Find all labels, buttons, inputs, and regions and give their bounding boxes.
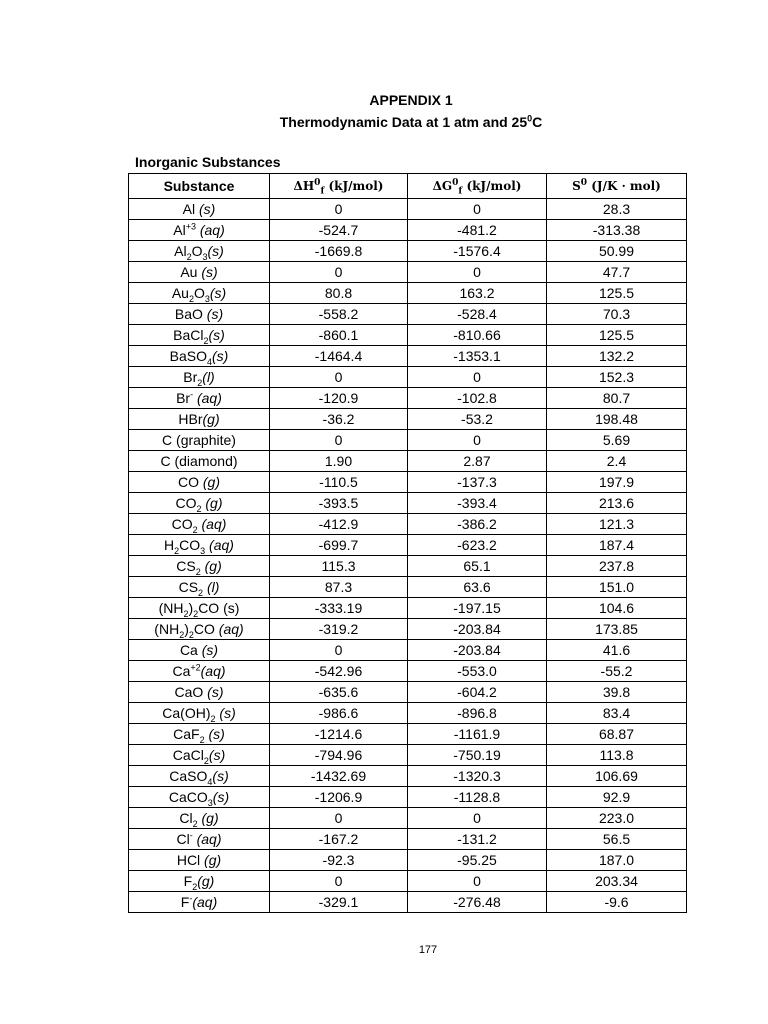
phase-label: (aq) [195,222,225,238]
gibbs-cell: -553.0 [408,661,547,682]
enthalpy-cell: -1214.6 [270,724,408,745]
table-row [129,472,687,493]
enthalpy-cell: -558.2 [270,304,408,325]
entropy-cell: 125.5 [547,283,687,304]
phase-label: (s) [204,726,225,742]
entropy-cell: 80.7 [547,388,687,409]
formula-text: CaSO [169,768,208,784]
document-subtitle [0,114,768,130]
formula-text: (NH [158,600,184,616]
page-number: 177 [418,944,438,956]
header-substance: Substance [129,174,270,199]
formula-text: HBr [178,411,203,427]
phase-label: (s) [208,747,226,763]
phase-label: (g) [199,474,220,490]
gibbs-cell: -131.2 [408,829,547,850]
substance-cell [129,892,270,913]
enthalpy-cell: 0 [270,199,408,220]
formula-sub: 2 [203,755,209,766]
substance-cell [129,451,270,472]
substance-cell [129,724,270,745]
formula-text: BaSO [169,348,207,364]
gibbs-cell: -1320.3 [408,766,547,787]
header-enthalpy [270,174,408,199]
formula-sup: +2 [190,662,201,673]
formula-text: Al [174,243,187,259]
entropy-cell: 2.4 [547,451,687,472]
formula-sub: 2 [192,881,198,892]
entropy-cell: -55.2 [547,661,687,682]
formula-text: H [164,537,175,553]
entropy-sup: 0 [580,178,588,188]
phase-label: (aq) [192,831,222,847]
gibbs-cell: 63.6 [408,577,547,598]
phase-label: (s) [203,684,224,700]
gibbs-cell: -203.84 [408,640,547,661]
enthalpy-cell: -524.7 [270,220,408,241]
formula-sup: - [189,830,193,841]
substance-cell [129,682,270,703]
formula-text: CaCl [172,747,204,763]
formula-sub: 4 [207,776,213,787]
enthalpy-cell: 0 [270,808,408,829]
gibbs-cell: -95.25 [408,850,547,871]
substance-cell [129,598,270,619]
formula-text: CO [179,537,201,553]
entropy-cell: 5.69 [547,430,687,451]
substance-cell [129,829,270,850]
substance-cell [129,535,270,556]
substance-cell [129,766,270,787]
phase-label: (s) [209,285,227,301]
table-body [129,199,687,913]
gibbs-cell: -203.84 [408,619,547,640]
enthalpy-cell: -329.1 [270,892,408,913]
enthalpy-cell: -986.6 [270,703,408,724]
formula-text: BaO [174,306,203,322]
phase-label: (aq) [192,894,218,910]
enthalpy-cell: 115.3 [270,556,408,577]
formula-text: Au [171,285,189,301]
enthalpy-cell: -120.9 [270,388,408,409]
header-gibbs [408,174,547,199]
entropy-cell: 223.0 [547,808,687,829]
entropy-cell: 125.5 [547,325,687,346]
enthalpy-cell: 0 [270,430,408,451]
gibbs-unit: (kJ/mol) [462,179,522,193]
gibbs-cell: 65.1 [408,556,547,577]
formula-sub: 2 [199,734,205,745]
gibbs-cell: -102.8 [408,388,547,409]
formula-sub: 3 [202,251,208,262]
table-row [129,640,687,661]
entropy-cell: 187.0 [547,850,687,871]
entropy-cell: 56.5 [547,829,687,850]
entropy-unit: (J/K · mol) [587,179,661,193]
enthalpy-cell: -167.2 [270,829,408,850]
substance-cell [129,388,270,409]
formula-sup: +3 [185,221,196,232]
table-row [129,745,687,766]
table-row [129,808,687,829]
entropy-cell: 47.7 [547,262,687,283]
substance-cell [129,514,270,535]
formula-text: Ca(OH) [162,705,211,721]
enthalpy-cell: 0 [270,262,408,283]
substance-cell [129,283,270,304]
enthalpy-symbol: ΔH [293,179,315,193]
substance-cell [129,808,270,829]
gibbs-sub: f [458,186,463,197]
table-row [129,220,687,241]
phase-label: (s) [212,789,230,805]
substance-cell [129,262,270,283]
phase-label: (g) [200,558,222,574]
table-row [129,325,687,346]
gibbs-cell: -1576.4 [408,241,547,262]
enthalpy-cell: 80.8 [270,283,408,304]
table-row [129,661,687,682]
formula-sub: 2 [192,524,198,535]
entropy-cell: 121.3 [547,514,687,535]
enthalpy-cell: -635.6 [270,682,408,703]
substance-cell [129,661,270,682]
entropy-cell: 92.9 [547,787,687,808]
formula-sub: 2 [196,503,202,514]
entropy-cell: 50.99 [547,241,687,262]
table-row [129,346,687,367]
formula-sub: 2 [183,608,189,619]
table-row [129,682,687,703]
entropy-cell: 173.85 [547,619,687,640]
thermo-data-table [128,173,687,913]
formula-text: BaCl [173,327,204,343]
substance-cell [129,367,270,388]
phase-label: (s) [212,768,229,784]
substance-cell [129,619,270,640]
formula-text: C (graphite) [162,432,236,448]
gibbs-cell: 0 [408,199,547,220]
phase-label: (g) [202,411,220,427]
entropy-cell: 28.3 [547,199,687,220]
substance-cell [129,472,270,493]
enthalpy-cell: 87.3 [270,577,408,598]
formula-text: (NH [154,621,180,637]
formula-text: CS [176,558,196,574]
header-entropy [547,174,687,199]
substance-cell [129,745,270,766]
phase-label: (s) [197,642,219,658]
table-row [129,787,687,808]
formula-sub: 2 [210,713,216,724]
formula-text: CS [178,579,199,595]
formula-text: Cl [176,831,190,847]
gibbs-scripts [452,178,463,197]
table-row [129,199,687,220]
entropy-cell: 187.4 [547,535,687,556]
gibbs-cell: 0 [408,430,547,451]
gibbs-cell: -481.2 [408,220,547,241]
formula-sub: 2 [195,566,201,577]
entropy-cell: -9.6 [547,892,687,913]
table-header-row [129,174,687,199]
enthalpy-cell: 0 [270,871,408,892]
substance-cell [129,703,270,724]
enthalpy-cell: -699.7 [270,535,408,556]
enthalpy-cell: -333.19 [270,598,408,619]
gibbs-cell: -276.48 [408,892,547,913]
phase-label: (aq) [205,537,234,553]
table-row [129,535,687,556]
formula-text: Al [173,222,186,238]
subtitle-degree-sup: 0 [527,113,533,124]
gibbs-cell: -604.2 [408,682,547,703]
substance-cell [129,325,270,346]
enthalpy-cell: -36.2 [270,409,408,430]
table-row [129,619,687,640]
subtitle-text: Thermodynamic Data at 1 atm and 25 [279,114,528,130]
appendix-title: APPENDIX 1 [369,92,453,108]
enthalpy-scripts [314,178,325,197]
formula-sub: 4 [207,356,213,367]
phase-label: (s) [207,243,224,259]
table-row [129,556,687,577]
table-row [129,430,687,451]
formula-text: F [180,894,190,910]
enthalpy-cell: -794.96 [270,745,408,766]
entropy-cell: 132.2 [547,346,687,367]
table-row [129,598,687,619]
formula-text: F [183,873,193,889]
entropy-cell: -313.38 [547,220,687,241]
gibbs-cell: 0 [408,262,547,283]
formula-text: HCl [176,852,201,868]
gibbs-cell: -53.2 [408,409,547,430]
formula-sub: 2 [188,629,194,640]
enthalpy-cell: -860.1 [270,325,408,346]
substance-cell [129,304,270,325]
gibbs-cell: 0 [408,367,547,388]
entropy-cell: 152.3 [547,367,687,388]
table-row [129,409,687,430]
entropy-cell: 106.69 [547,766,687,787]
enthalpy-cell: -1464.4 [270,346,408,367]
formula-sub: 3 [207,797,213,808]
table-row [129,493,687,514]
phase-label: (s) [195,201,216,217]
phase-label: (s) [215,705,236,721]
table-row [129,829,687,850]
phase-label: (g) [200,852,222,868]
entropy-cell: 213.6 [547,493,687,514]
formula-text: C (diamond) [160,453,238,469]
phase-label: (g) [201,495,223,511]
formula-text: CO [193,621,215,637]
gibbs-sup: 0 [452,178,459,188]
formula-sub: 2 [203,335,209,346]
formula-text: CO [171,516,193,532]
enthalpy-cell: -92.3 [270,850,408,871]
gibbs-cell: -896.8 [408,703,547,724]
gibbs-symbol: ΔG [432,179,453,193]
table-row [129,241,687,262]
phase-label: (l) [202,369,215,385]
substance-cell [129,220,270,241]
gibbs-cell: -528.4 [408,304,547,325]
table-row [129,367,687,388]
formula-text: CO [178,474,199,490]
formula-sub: 2 [193,608,199,619]
substance-cell [129,556,270,577]
formula-sub: 2 [188,293,194,304]
enthalpy-cell: -393.5 [270,493,408,514]
table-row [129,703,687,724]
phase-label: (l) [203,579,220,595]
substance-cell [129,577,270,598]
table-row [129,262,687,283]
formula-text: Br [183,369,198,385]
formula-text: Ca [179,642,198,658]
enthalpy-cell: 0 [270,640,408,661]
gibbs-cell: 163.2 [408,283,547,304]
formula-text: CO [175,495,197,511]
formula-text: ) [188,600,194,616]
gibbs-cell: -1161.9 [408,724,547,745]
formula-text: CaO [174,684,204,700]
substance-cell [129,787,270,808]
entropy-cell: 151.0 [547,577,687,598]
entropy-symbol: S [572,179,581,193]
entropy-cell: 41.6 [547,640,687,661]
formula-text: O [193,285,205,301]
enthalpy-cell: 1.90 [270,451,408,472]
substance-cell [129,850,270,871]
substance-cell [129,493,270,514]
enthalpy-cell: 0 [270,367,408,388]
entropy-cell: 68.87 [547,724,687,745]
formula-text: Br [176,390,191,406]
gibbs-cell: -393.4 [408,493,547,514]
gibbs-cell: -1128.8 [408,787,547,808]
table-row [129,577,687,598]
formula-sup: - [190,389,194,400]
phase-label: (aq) [193,390,222,406]
substance-cell [129,871,270,892]
gibbs-cell: -197.15 [408,598,547,619]
enthalpy-cell: -1206.9 [270,787,408,808]
formula-sup: - [189,893,193,904]
substance-cell [129,409,270,430]
entropy-cell: 104.6 [547,598,687,619]
phase-label: (s) [208,327,225,343]
formula-sub: 3 [200,545,206,556]
formula-text: CaF [173,726,200,742]
phase-label: (aq) [197,516,227,532]
subtitle-unit: C [532,114,543,130]
entropy-cell: 83.4 [547,703,687,724]
enthalpy-cell: -1669.8 [270,241,408,262]
formula-sub: 2 [192,818,198,829]
table-row [129,514,687,535]
gibbs-cell: -1353.1 [408,346,547,367]
substance-cell [129,430,270,451]
gibbs-cell: 2.87 [408,451,547,472]
phase-label: (aq) [214,621,244,637]
enthalpy-sub: f [320,186,325,197]
enthalpy-cell: -542.96 [270,661,408,682]
gibbs-cell: -137.3 [408,472,547,493]
table-row [129,451,687,472]
formula-sub: 2 [186,251,192,262]
gibbs-cell: -623.2 [408,535,547,556]
section-title: Inorganic Substances [135,154,281,170]
substance-cell [129,241,270,262]
phase-label: (g) [197,873,215,889]
formula-sub: 2 [174,545,180,556]
formula-text: Al [182,201,196,217]
enthalpy-cell: -1432.69 [270,766,408,787]
substance-cell [129,640,270,661]
phase-label: (s) [202,306,224,322]
formula-text: CaCO [168,789,208,805]
table-row [129,388,687,409]
phase-label: (s) [212,348,229,364]
table-row [129,766,687,787]
gibbs-cell: -750.19 [408,745,547,766]
enthalpy-cell: -110.5 [270,472,408,493]
gibbs-cell: 0 [408,808,547,829]
formula-sub: 2 [198,587,204,598]
formula-text: Cl [179,810,193,826]
enthalpy-unit: (kJ/mol) [324,179,384,193]
entropy-cell: 237.8 [547,556,687,577]
entropy-cell: 197.9 [547,472,687,493]
gibbs-cell: -386.2 [408,514,547,535]
table-row [129,850,687,871]
entropy-cell: 113.8 [547,745,687,766]
enthalpy-cell: -319.2 [270,619,408,640]
entropy-cell: 70.3 [547,304,687,325]
phase-label: (s) [197,264,218,280]
table-row [129,304,687,325]
formula-text: Ca [172,663,191,679]
substance-cell [129,199,270,220]
formula-sub: 2 [197,377,203,388]
gibbs-cell: -810.66 [408,325,547,346]
entropy-cell: 198.48 [547,409,687,430]
entropy-cell: 39.8 [547,682,687,703]
phase-label: (g) [197,810,219,826]
table-row [129,724,687,745]
table-row [129,283,687,304]
enthalpy-sup: 0 [314,178,321,188]
table-row [129,871,687,892]
formula-sub: 3 [204,293,210,304]
formula-text: O [191,243,203,259]
entropy-cell: 203.34 [547,871,687,892]
formula-text: ) [184,621,189,637]
formula-text: CO (s) [198,600,240,616]
formula-text: Au [180,264,198,280]
table-row [129,892,687,913]
gibbs-cell: 0 [408,871,547,892]
substance-cell [129,346,270,367]
phase-label: (aq) [200,663,226,679]
formula-sub: 2 [179,629,185,640]
enthalpy-cell: -412.9 [270,514,408,535]
